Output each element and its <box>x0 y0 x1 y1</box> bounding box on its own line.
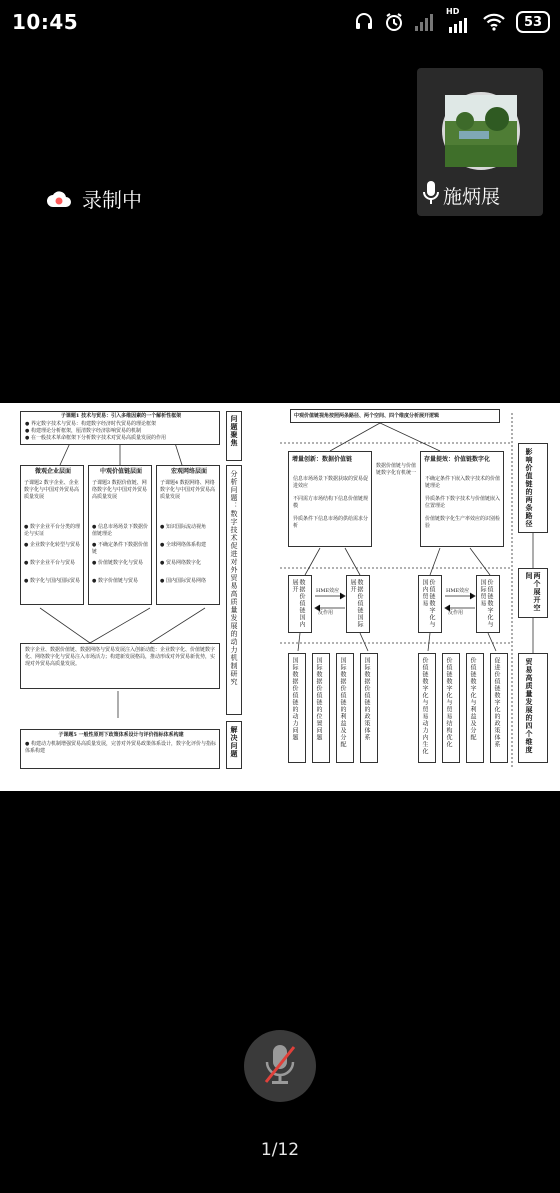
stock-line-3: 价值链数字化生产率效应的识别检验 <box>425 516 501 529</box>
alarm-icon <box>384 12 404 32</box>
stock-box <box>420 451 504 547</box>
incremental-line-1: 信息市场场景下数据获取的贸易促进效应 <box>293 476 369 489</box>
problem-focus-box <box>226 411 242 461</box>
chain-digital-domestic-label: 价值链数字化与国内贸易 <box>421 579 435 628</box>
hd-signal-icon <box>446 7 472 33</box>
analysis-box <box>226 465 242 715</box>
incremental-line-2: 不同需方市场结构下信息价值链规模 <box>293 496 369 509</box>
meso-line-4: ● 数字价值链与贸易 <box>92 578 138 584</box>
status-icons <box>354 8 550 36</box>
analysis-label: 分析问题：数字技术促进对外贸易高质量发展的动力机制研究 <box>230 470 238 686</box>
meso-column-title: 中观价值链层面 <box>99 468 142 475</box>
presenter-name-row <box>423 180 500 210</box>
stock-line-1: 不确定条件下嵌入数字技术的价值链理论 <box>425 476 501 489</box>
solve-box <box>226 721 242 769</box>
data-chain-intl-box <box>346 575 370 633</box>
macro-column-head: 子课题4 数据网络、网络数字化与中国对外贸易高质量发展 <box>160 480 216 500</box>
meso-logic-title: 中观价值链视角按照两条路径、两个空间、四个维度分析展开逻辑 <box>294 413 440 419</box>
dimension-right-4-label: 促进价值链数字化的政策体系 <box>493 657 500 748</box>
subtopic-1-line-3: ● 在一般技术革命框架下分析数字技术对贸易高质量发展的作用 <box>25 435 166 441</box>
dimension-left-3 <box>336 653 354 763</box>
side-spaces-box <box>518 568 548 618</box>
micro-column-title: 微观企业层面 <box>34 468 71 475</box>
dimension-left-3-label: 国际数据价值链的利益及分配 <box>339 657 346 748</box>
side-dimensions-box <box>518 653 548 763</box>
subtopic-1-line-2: ● 构建理论分析框架，厘清数字经济影响贸易的机制 <box>25 428 141 434</box>
subtopic-1-title: 子课题1 技术与贸易：引入多维因素的一个解析性框架 <box>60 413 182 419</box>
meso-logic-title-box <box>290 409 500 423</box>
microphone-muted-icon <box>263 1042 297 1090</box>
dimension-left-1 <box>288 653 306 763</box>
micro-line-3: ● 数字企业平台与贸易 <box>24 560 75 566</box>
incremental-box <box>288 451 372 547</box>
incremental-title: 增量创新：数据价值链 <box>292 456 353 463</box>
organic-unity-note: 数据价值链与价值链数字化有机统一 <box>376 463 417 476</box>
side-paths-box <box>518 443 548 533</box>
subtopic-1-box <box>20 411 220 445</box>
presenter-avatar <box>442 92 520 170</box>
reaction-right-label: 反作用 <box>448 610 464 616</box>
data-chain-domestic-label: 数据价值链国内展开 <box>291 579 305 628</box>
battery-icon <box>516 11 550 33</box>
chain-digital-intl-label: 价值链数字化与国际贸易 <box>479 579 493 628</box>
dimension-right-3-label: 价值链数字化与利益及分配 <box>469 657 476 741</box>
micro-column-head: 子课题2 数字企业、企业数字化与中国对外贸易高质量发展 <box>24 480 80 500</box>
wifi-icon <box>482 12 506 32</box>
chain-digital-intl-box <box>476 575 500 633</box>
subtopic-5-text: ● 构建动力机制增强贸易高质量发展，完善对外贸易政策体系设计，数字化评价与指标体系构建 <box>25 741 216 754</box>
headset-icon <box>354 12 374 32</box>
meso-line-3: ● 价值链数字化与贸易 <box>92 560 143 566</box>
presenter-name: 施炳展 <box>443 185 501 208</box>
shared-slide <box>0 403 560 791</box>
micro-line-2: ● 企业数字化转型与贸易 <box>24 542 80 548</box>
clock-time: 10:45 <box>12 10 79 34</box>
macro-line-2: ● 全球网络体系构建 <box>160 542 206 548</box>
hme-effect-right-label: HME效应 <box>446 588 470 594</box>
stock-title: 存量提效：价值链数字化 <box>424 456 491 463</box>
micro-column <box>20 465 84 605</box>
slide-page-indicator: 1/12 <box>260 1140 300 1160</box>
battery-level: 53 <box>523 14 543 30</box>
side-dimensions-label: 贸易高质量发展的四个维度 <box>525 658 534 754</box>
macro-column-title: 宏观网络层面 <box>170 468 207 475</box>
synthesis-text: 数字企业、数据价值链、数据网络与贸易发展注入创新动能：企业数字化、价值链数字化、网络数字化与贸易注入市场活力；构建新发展格局，推动形成对外贸易新优势，实现对外贸易高质量发展。 <box>25 647 216 667</box>
presenter-video-tile[interactable] <box>417 68 543 216</box>
recording-indicator <box>46 184 142 213</box>
signal-icon <box>414 12 436 32</box>
data-chain-domestic-box <box>288 575 312 633</box>
subtopic-1-line-1: ● 界定数字技术与贸易：构建数字经济时代贸易的理论框架 <box>25 421 156 427</box>
mute-microphone-button[interactable] <box>244 1030 316 1102</box>
dimension-right-3 <box>466 653 484 763</box>
macro-column <box>156 465 220 605</box>
hme-effect-left-label: HME效应 <box>316 588 340 594</box>
synthesis-box <box>20 643 220 689</box>
macro-line-4: ● 国内国际贸易网络 <box>160 578 206 584</box>
dimension-left-2 <box>312 653 330 763</box>
solve-label: 解决问题 <box>230 726 239 758</box>
microphone-icon <box>423 180 439 210</box>
recording-label: 录制中 <box>82 188 142 212</box>
reaction-left-label: 反作用 <box>318 610 334 616</box>
dimension-right-4 <box>490 653 508 763</box>
dimension-right-2-label: 价值链数字化与贸易结构优化 <box>445 657 452 748</box>
micro-line-4: ● 数字化与国内国际贸易 <box>24 578 80 584</box>
macro-line-3: ● 贸易网络数字化 <box>160 560 201 566</box>
meso-line-1: ● 信息市场场景下数据价值链理论 <box>92 524 148 537</box>
macro-line-1: ● 知识国际流动视角 <box>160 524 206 530</box>
dimension-right-1-label: 价值链数字化与贸易动力内生化 <box>421 657 428 755</box>
micro-line-1: ● 数字企业平台分类的理论与实证 <box>24 524 80 537</box>
stock-line-2: 异质条件下数字技术与价值链嵌入位置理论 <box>425 496 501 509</box>
meso-line-2: ● 不确定条件下数据价值链 <box>92 542 148 555</box>
dimension-right-2 <box>442 653 460 763</box>
dimension-left-2-label: 国际数据价值链的位置问题 <box>315 657 322 741</box>
meso-column <box>88 465 152 605</box>
dimension-left-4 <box>360 653 378 763</box>
side-spaces-label: 两个展开空间 <box>525 572 542 612</box>
dimension-left-1-label: 国际数据价值链的动力问题 <box>291 657 298 741</box>
status-bar <box>0 0 560 44</box>
cloud-record-icon <box>46 188 72 210</box>
dimension-right-1 <box>418 653 436 763</box>
problem-focus-label: 问题聚焦 <box>230 415 239 447</box>
chain-digital-domestic-box <box>418 575 442 633</box>
subtopic-5-title: 子课题5 一般性原则下政策体系设计与评价指标体系构建 <box>58 732 184 738</box>
side-paths-label: 影响价值链的两条路径 <box>525 448 534 528</box>
incremental-line-3: 异质条件下信息市场的供给需求分析 <box>293 516 369 529</box>
dimension-left-4-label: 国际数据价值链的政策体系 <box>363 657 370 741</box>
data-chain-intl-label: 数据价值链国际展开 <box>349 579 363 628</box>
subtopic-5-box <box>20 729 220 769</box>
meso-column-head: 子课题3 数据价值链、网络数字化与中国对外贸易高质量发展 <box>92 480 148 500</box>
network-type-label: HD <box>446 7 460 16</box>
